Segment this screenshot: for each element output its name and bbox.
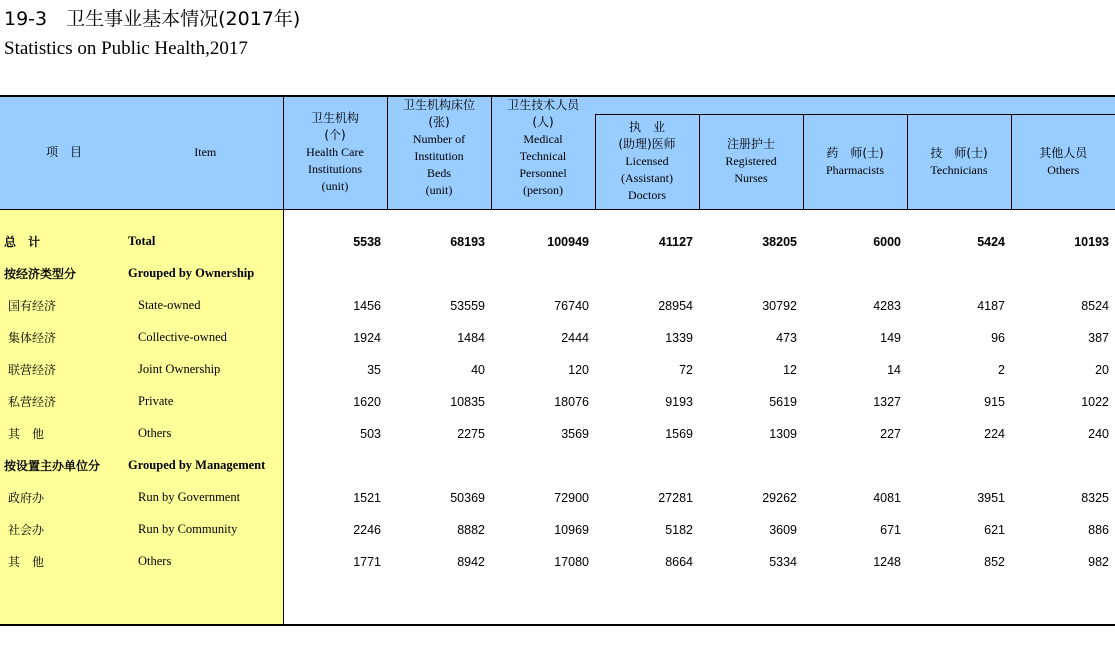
table-cell: 5334	[769, 554, 797, 569]
table-cell: 982	[1088, 554, 1109, 569]
table-cell: 12	[783, 362, 797, 377]
table-cell: 35	[283, 354, 387, 386]
table-cell: 18076	[554, 394, 589, 409]
row-label-cn: 国有经济	[0, 290, 128, 322]
table-cell: 2275	[457, 426, 485, 441]
table-cell	[907, 450, 1011, 482]
table-cell: 1022	[1081, 394, 1109, 409]
table-cell	[283, 450, 387, 482]
page-title-english: Statistics on Public Health,2017	[4, 38, 248, 59]
table-cell: 149	[880, 330, 901, 345]
spacer-cell	[699, 578, 803, 625]
table-cell: 1620	[283, 386, 387, 418]
table-cell	[491, 450, 595, 482]
header-personnel-span	[595, 96, 1115, 114]
table-cell: 915	[984, 394, 1005, 409]
table-cell	[387, 258, 491, 290]
table-cell: 6000	[873, 234, 901, 249]
header-institutions: 卫生机构 (个) Health Care Institutions (unit)	[283, 96, 387, 209]
table-cell	[699, 450, 803, 482]
row-label-en: Others	[128, 418, 283, 450]
table-cell: 1248	[873, 554, 901, 569]
row-label-cn: 社会办	[0, 514, 128, 546]
table-cell	[907, 258, 1011, 290]
table-cell	[387, 450, 491, 482]
row-label-cn: 私营经济	[0, 386, 128, 418]
table-cell: 10969	[554, 522, 589, 537]
table-row	[0, 418, 1115, 450]
row-label-cn: 按设置主办单位分	[0, 450, 128, 482]
table-cell: 1456	[283, 290, 387, 322]
header-item-en: Item	[128, 96, 283, 209]
table-cell: 28954	[658, 298, 693, 313]
spacer-cell	[803, 209, 907, 226]
table-cell: 100949	[547, 234, 589, 249]
spacer-cell	[0, 209, 128, 226]
table-cell: 503	[283, 418, 387, 450]
row-label-en: Collective-owned	[128, 322, 283, 354]
header-nurses: 注册护士 Registered Nurses	[699, 114, 803, 209]
table-row	[0, 482, 1115, 514]
statistics-table	[0, 95, 1115, 626]
spacer-cell	[491, 209, 595, 226]
table-cell	[803, 258, 907, 290]
spacer-cell	[803, 578, 907, 625]
row-label-cn: 其 他	[0, 546, 128, 578]
table-cell: 76740	[554, 298, 589, 313]
table-cell: 30792	[762, 298, 797, 313]
table-cell	[595, 450, 699, 482]
spacer-cell	[1011, 209, 1115, 226]
row-label-en: Run by Community	[128, 514, 283, 546]
table-cell: 5182	[665, 522, 693, 537]
row-label-en: Total	[128, 226, 283, 258]
table-cell: 8524	[1081, 298, 1109, 313]
table-cell: 96	[991, 330, 1005, 345]
table-cell: 8942	[457, 554, 485, 569]
spacer-cell	[699, 209, 803, 226]
row-label-cn: 总 计	[0, 226, 128, 258]
spacer-cell	[128, 209, 283, 226]
table-cell: 68193	[450, 234, 485, 249]
row-label-en: Joint Ownership	[128, 354, 283, 386]
table-row	[0, 322, 1115, 354]
table-cell: 3569	[561, 426, 589, 441]
table-cell: 2444	[561, 330, 589, 345]
table-cell: 9193	[665, 394, 693, 409]
row-label-cn: 联营经济	[0, 354, 128, 386]
spacer-cell	[491, 578, 595, 625]
table-cell: 17080	[554, 554, 589, 569]
table-cell: 8325	[1081, 490, 1109, 505]
table-cell: 53559	[450, 298, 485, 313]
row-label-en: Grouped by Management	[128, 450, 283, 482]
table-cell: 3951	[977, 490, 1005, 505]
spacer-cell	[128, 578, 283, 625]
table-cell: 1771	[283, 546, 387, 578]
header-technicians: 技 师(士) Technicians	[907, 114, 1011, 209]
row-label-cn: 集体经济	[0, 322, 128, 354]
spacer-cell	[1011, 578, 1115, 625]
table-row	[0, 546, 1115, 578]
row-label-en: Private	[128, 386, 283, 418]
spacer-cell	[0, 578, 128, 625]
table-cell: 4283	[873, 298, 901, 313]
table-cell: 227	[880, 426, 901, 441]
table-row	[0, 354, 1115, 386]
spacer-cell	[387, 209, 491, 226]
row-label-cn: 其 他	[0, 418, 128, 450]
table-group-row	[0, 450, 1115, 482]
table-cell: 40	[471, 362, 485, 377]
spacer-cell	[907, 209, 1011, 226]
table-cell: 671	[880, 522, 901, 537]
table-cell: 1924	[283, 322, 387, 354]
row-label-en: State-owned	[128, 290, 283, 322]
table-cell	[699, 258, 803, 290]
header-doctors: 执 业 (助理)医师 Licensed (Assistant) Doctors	[595, 114, 699, 209]
table-cell: 621	[984, 522, 1005, 537]
table-cell: 473	[776, 330, 797, 345]
table-cell: 1309	[769, 426, 797, 441]
row-label-cn: 政府办	[0, 482, 128, 514]
spacer-cell	[283, 578, 387, 625]
table-cell: 10193	[1074, 234, 1109, 249]
table-cell: 3609	[769, 522, 797, 537]
table-row	[0, 514, 1115, 546]
table-cell	[1011, 258, 1115, 290]
table-cell: 852	[984, 554, 1005, 569]
header-personnel: (人) Medical Technical Personnel (person)	[491, 114, 595, 209]
header-personnel-group: 卫生技术人员	[491, 96, 595, 114]
spacer-cell	[595, 578, 699, 625]
table-row	[0, 290, 1115, 322]
table-cell	[491, 258, 595, 290]
header-item-cn: 项 目	[0, 96, 128, 209]
table-cell	[283, 258, 387, 290]
table-cell: 14	[887, 362, 901, 377]
spacer-cell	[595, 209, 699, 226]
table-cell: 8664	[665, 554, 693, 569]
table-cell: 4187	[977, 298, 1005, 313]
table-cell: 886	[1088, 522, 1109, 537]
spacer-cell	[283, 209, 387, 226]
row-label-en: Run by Government	[128, 482, 283, 514]
table-cell: 1339	[665, 330, 693, 345]
table-cell: 1569	[665, 426, 693, 441]
table-cell: 41127	[658, 234, 693, 249]
table-row	[0, 226, 1115, 258]
row-label-en: Others	[128, 546, 283, 578]
row-label-en: Grouped by Ownership	[128, 258, 283, 290]
spacer-cell	[907, 578, 1011, 625]
table-cell: 1521	[283, 482, 387, 514]
table-cell	[595, 258, 699, 290]
table-cell: 2246	[283, 514, 387, 546]
table-cell: 10835	[450, 394, 485, 409]
table-cell: 50369	[450, 490, 485, 505]
table-cell: 20	[1095, 362, 1109, 377]
table-cell: 72900	[554, 490, 589, 505]
header-pharmacists: 药 师(士) Pharmacists	[803, 114, 907, 209]
row-label-cn: 按经济类型分	[0, 258, 128, 290]
table-row	[0, 386, 1115, 418]
header-others: 其他人员 Others	[1011, 114, 1115, 209]
page-title-chinese: 19-3 卫生事业基本情况(2017年)	[4, 8, 301, 30]
table-cell: 5424	[977, 234, 1005, 249]
table-cell: 1484	[457, 330, 485, 345]
table-cell: 5538	[283, 226, 387, 258]
table-cell: 4081	[873, 490, 901, 505]
table-cell	[803, 450, 907, 482]
table-cell: 1327	[873, 394, 901, 409]
table-cell: 240	[1088, 426, 1109, 441]
spacer-cell	[387, 578, 491, 625]
table-bottom-rule	[0, 578, 1115, 625]
table-cell	[1011, 450, 1115, 482]
header-beds: 卫生机构床位 (张) Number of Institution Beds (unit)	[387, 96, 491, 209]
table-cell: 27281	[658, 490, 693, 505]
table-cell: 224	[984, 426, 1005, 441]
table-cell: 5619	[769, 394, 797, 409]
table-cell: 120	[568, 362, 589, 377]
table-group-row	[0, 258, 1115, 290]
table-cell: 29262	[762, 490, 797, 505]
table-cell: 38205	[762, 234, 797, 249]
table-cell: 2	[998, 362, 1005, 377]
table-cell: 72	[679, 362, 693, 377]
table-cell: 387	[1088, 330, 1109, 345]
table-cell: 8882	[457, 522, 485, 537]
